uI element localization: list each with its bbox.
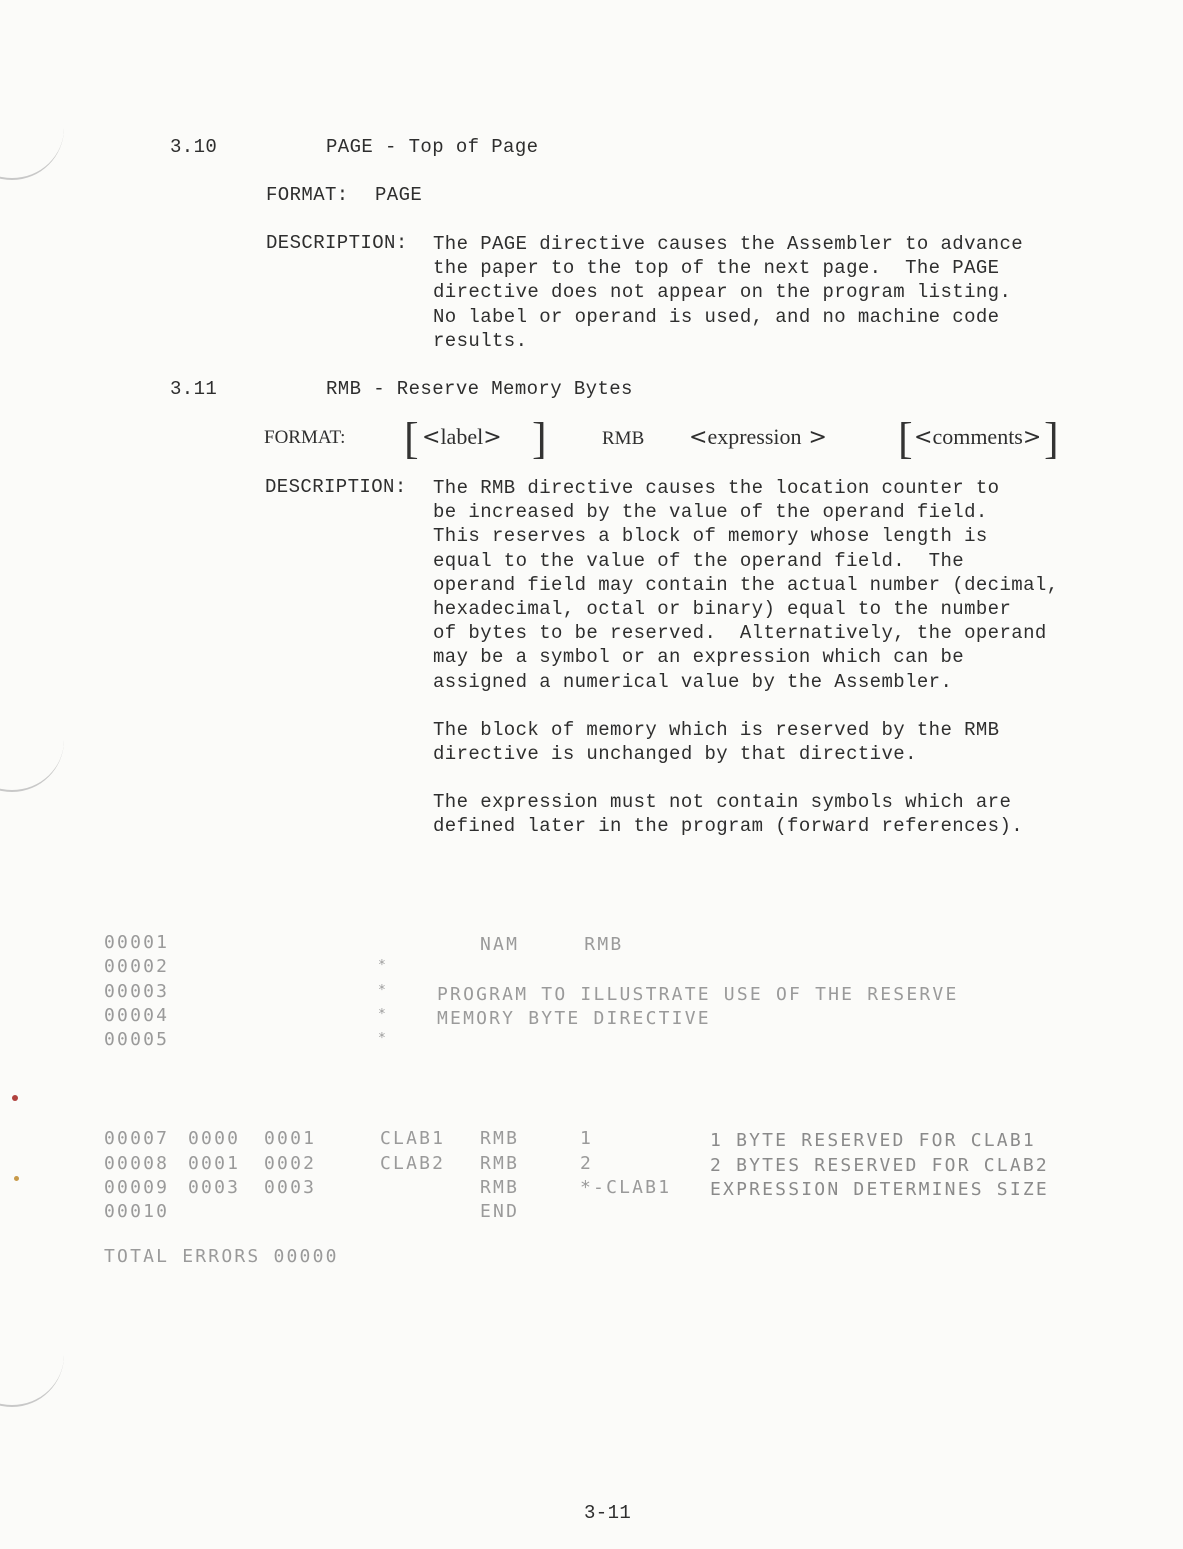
section-number: 3.11: [170, 378, 218, 400]
optional-bracket-open: [: [898, 414, 913, 463]
listing-operand: 1: [580, 1128, 594, 1149]
listing-operand: 2: [580, 1153, 594, 1174]
listing-comment-marker: *: [378, 958, 389, 973]
comments-field: <comments>: [914, 424, 1042, 450]
total-errors: TOTAL ERRORS 00000: [104, 1246, 339, 1267]
margin-speck: [12, 1095, 18, 1101]
listing-source: MEMORY BYTE DIRECTIVE: [437, 1008, 711, 1029]
listing-address: 0000: [188, 1128, 241, 1149]
description-paragraph-2: The block of memory which is reserved by the RMB directive is unchanged by that directive.: [433, 719, 1000, 766]
listing-opcode: RMB: [480, 1177, 520, 1198]
format-label: FORMAT:: [264, 427, 346, 448]
listing-opcode: END: [480, 1201, 520, 1222]
description-label: DESCRIPTION:: [265, 476, 407, 498]
listing-value: 0002: [264, 1153, 317, 1174]
listing-line-number: 00003: [104, 981, 170, 1002]
listing-source: PROGRAM TO ILLUSTRATE USE OF THE RESERVE: [437, 984, 959, 1005]
listing-line-number: 00007: [104, 1128, 170, 1149]
listing-line-number: 00005: [104, 1029, 170, 1050]
expression-field: <expression >: [689, 424, 827, 450]
listing-label: CLAB2: [380, 1153, 446, 1174]
optional-bracket-close: ]: [1044, 414, 1059, 463]
listing-opcode: RMB: [480, 1153, 520, 1174]
listing-value: 0003: [264, 1177, 317, 1198]
binder-hole-mark: [0, 118, 64, 180]
section-title: RMB - Reserve Memory Bytes: [326, 378, 633, 400]
description-paragraph-1: The RMB directive causes the location counter to be increased by the value of the operand field. This reserves a block of memory whose length is equal to the value of the operand field. The operand field may contain the actual number (decimal, hexadecimal, octal or binary) equal to the number of bytes to be reserved. Alternatively, the operand may be a symbol or an expression which can be assigned a numerical value by the Assembler.: [433, 477, 1059, 693]
listing-address: 0001: [188, 1153, 241, 1174]
binder-hole-mark: [0, 1345, 64, 1407]
listing-comment-marker: *: [378, 983, 389, 998]
listing-comment: EXPRESSION DETERMINES SIZE: [710, 1179, 1049, 1200]
format-label: FORMAT:: [266, 184, 349, 206]
listing-opcode: RMB: [480, 1128, 520, 1149]
label-field: <label>: [422, 424, 502, 450]
listing-comment-marker: *: [378, 1007, 389, 1022]
listing-comment: 1 BYTE RESERVED FOR CLAB1: [710, 1130, 1036, 1151]
section-number: 3.10: [170, 136, 218, 158]
binder-hole-mark: [0, 730, 64, 792]
optional-bracket-open: [: [404, 414, 419, 463]
listing-line-number: 00002: [104, 956, 170, 977]
mnemonic: RMB: [602, 428, 645, 449]
listing-label: CLAB1: [380, 1128, 446, 1149]
listing-line-number: 00008: [104, 1153, 170, 1174]
format-value: PAGE: [375, 184, 423, 206]
listing-line-number: 00009: [104, 1177, 170, 1198]
listing-comment: 2 BYTES RESERVED FOR CLAB2: [710, 1155, 1049, 1176]
margin-speck: [14, 1176, 19, 1181]
listing-source: NAM RMB: [480, 934, 624, 955]
listing-line-number: 00010: [104, 1201, 170, 1222]
listing-value: 0001: [264, 1128, 317, 1149]
listing-comment-marker: *: [378, 1031, 389, 1046]
optional-bracket-close: ]: [532, 414, 547, 463]
listing-line-number: 00001: [104, 932, 170, 953]
listing-operand: *-CLAB1: [580, 1177, 672, 1198]
description-label: DESCRIPTION:: [266, 232, 408, 254]
page-number: 3-11: [584, 1502, 632, 1524]
description-text: The PAGE directive causes the Assembler to advance the paper to the top of the next page. The PAGE directive does not appear on the program listing. No label or operand is used, and no machine code results.: [433, 233, 1024, 352]
description-paragraph-3: The expression must not contain symbols which are defined later in the program (forward references).: [433, 791, 1024, 838]
listing-address: 0003: [188, 1177, 241, 1198]
section-title: PAGE - Top of Page: [326, 136, 539, 158]
listing-line-number: 00004: [104, 1005, 170, 1026]
